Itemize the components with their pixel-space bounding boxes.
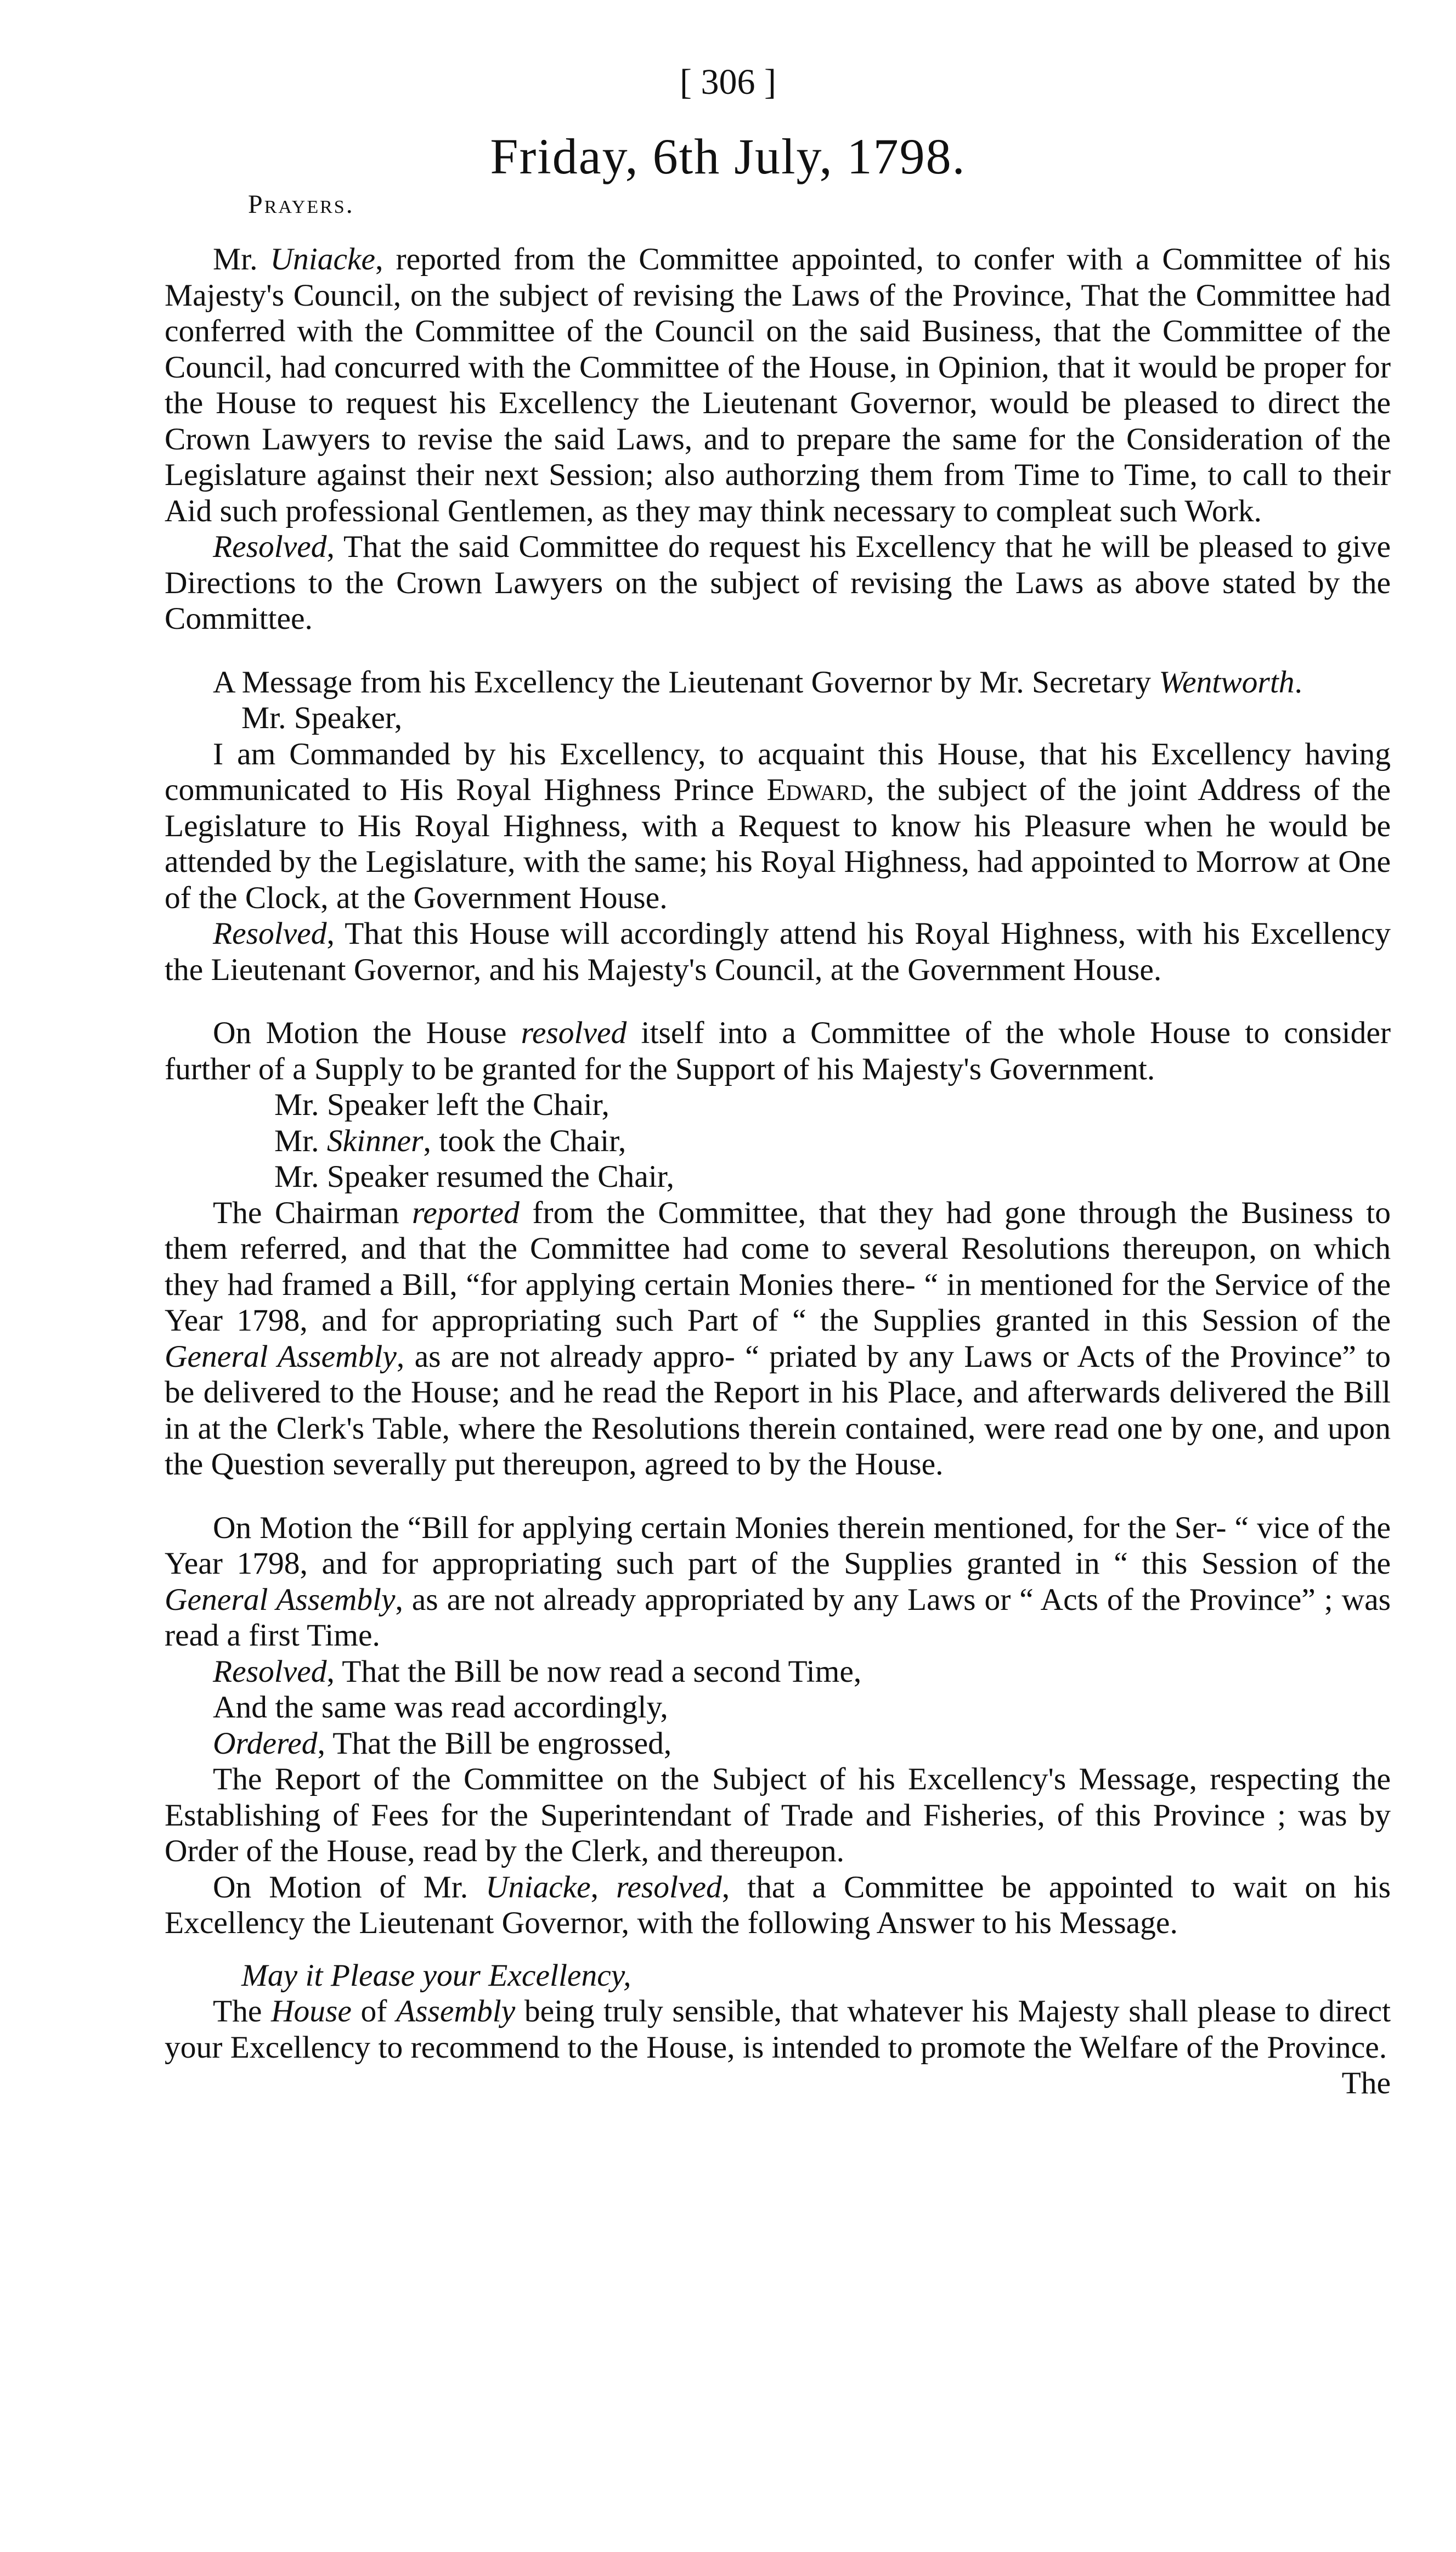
line-speaker-left: Mr. Speaker left the Chair, [274, 1088, 610, 1122]
paragraph-resolved-crown-lawyers: Resolved, That the said Committee do request his Excellency that he will be pleased to give Directions to the Crown Lawyers on the subject of revising the Laws as above stated by the Committee. [165, 529, 1391, 636]
prayers-heading: Prayers. [248, 190, 354, 219]
document-body [165, 241, 1391, 2102]
page-title: Friday, 6th July, 1798. [490, 128, 966, 184]
paragraph-fees-report: The Report of the Committee on the Subject of his Excellency's Message, respecting the Establishing of Fees for the Superintendant of Trade and Fisheries, of this Province ; was by Order of the House, read by the Clerk, and thereupon. [165, 1762, 1391, 1868]
paragraph-answer: The House of Assembly being truly sensible, that whatever his Majesty shall please to direct your Excellency to recommend to the House, is intended to promote the Welfare of the Province. [165, 1994, 1391, 2065]
paragraph-bill-first-reading: On Motion the “Bill for applying certain Monies therein mentioned, for the Ser- “ vice of the Year 1798, and for appropriating such part of the Supplies granted in “ this Session of the General Assembly, as are not already appropriated by any Laws or “ Acts of the Province” ; was read a first Time. [165, 1510, 1391, 1653]
paragraph-motion-uniacke: On Motion of Mr. Uniacke, resolved, that a Committee be appointed to wait on his Excellency the Lieutenant Governor, with the following Answer to his Message. [165, 1869, 1391, 1940]
paragraph-message-intro: A Message from his Excellency the Lieutenant Governor by Mr. Secretary Wentworth. [213, 664, 1302, 700]
line-skinner-chair: Mr. Skinner, took the Chair, [274, 1123, 627, 1158]
paragraph-committee-supply: On Motion the House resolved itself into a Committee of the whole House to consider further of a Supply to be granted for the Support of his Majesty's Government. [165, 1016, 1391, 1086]
paragraph-chairman-report: The Chairman reported from the Committee, that they had gone through the Business to them referred, and that the Committee had come to several Resolutions thereupon, on which they had framed a Bill, “for applying certain Monies there- “ in mentioned for the Service of the Year 1798, and for appropriating such Part of “ the Supplies granted in this Session of the General Assembly, as are not already appro- “ priated by any Laws or Acts of the Province” to be delivered to the House; and he read the Report in his Place, and afterwards delivered the Bill in at the Clerk's Table, where the Resolutions therein contained, were read one by one, and upon the Question severally put thereupon, agreed to by the House. [165, 1195, 1391, 1481]
line-speaker-resumed: Mr. Speaker resumed the Chair, [274, 1159, 675, 1194]
paragraph-message-body: I am Commanded by his Excellency, to acquaint this House, that his Excellency having communicated to His Royal Highness Prince Edward, the subject of the joint Address of the Legislature to His Royal Highness, with a Request to know his Pleasure when he would be attended by the Legislature, with the same; his Royal Highness, had appointed to Morrow at One of the Clock, at the Government House. [165, 736, 1391, 915]
page-number: [ 306 ] [680, 62, 776, 102]
paragraph-resolved-attend: Resolved, That this House will accordingly attend his Royal Highness, with his Excellency the Lieutenant Governor, and his Majesty's Council, at the Government House. [165, 916, 1391, 987]
salutation-excellency: May it Please your Excellency, [241, 1958, 631, 1993]
paragraph-committee-report: Mr. Uniacke, reported from the Committee appointed, to confer with a Committee of his Majesty's Council, on the subject of revising the Laws of the Province, That the Committee had conferred with the Committee of the Council on the said Business, that the Committee of the Council, had concurred with the Committee of the House, in Opinion, that it would be proper for the House to request his Excellency the Lieutenant Governor, would be pleased to direct the Crown Lawyers to revise the said Laws, and to prepare the same for the Consideration of the Legislature against their next Session; also authorzing them from Time to Time, to call to their Aid such professional Gentlemen, as they may think necessary to compleat such Work. [165, 242, 1391, 528]
line-read-accordingly: And the same was read accordingly, [213, 1690, 668, 1725]
salutation-speaker: Mr. Speaker, [241, 701, 403, 735]
catchword: The [1341, 2066, 1391, 2100]
line-ordered-engrossed: Ordered, That the Bill be engrossed, [213, 1726, 672, 1761]
line-resolved-second-time: Resolved, That the Bill be now read a second Time, [213, 1654, 862, 1689]
